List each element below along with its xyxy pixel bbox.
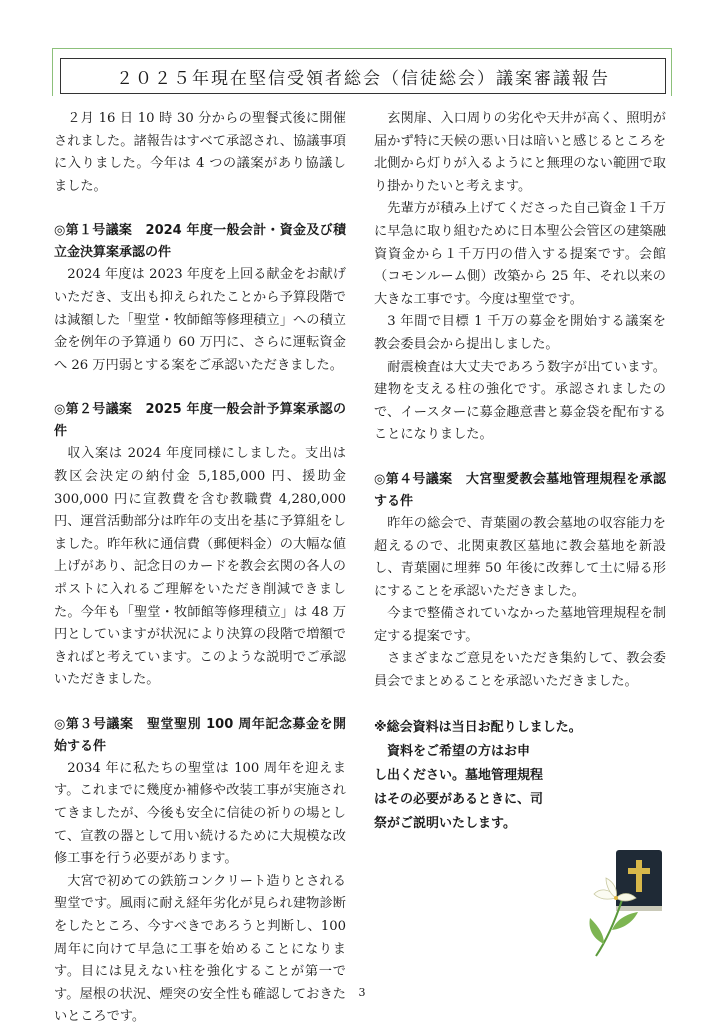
item2-heading: ◎第２号議案 2025 年度一般会計予算案承認の件 xyxy=(54,402,346,440)
item3-heading: ◎第３号議案 聖堂聖別 100 周年記念募金を開始する件 xyxy=(54,716,346,754)
intro-paragraph: ２月 16 日 10 時 30 分からの聖餐式後に開催されました。諸報告はすべて承認され、協議事項に入りました。今年は 4 つの議案があり協議しました。 xyxy=(54,111,346,194)
bible-lily-illustration xyxy=(586,848,666,958)
frame-top-line xyxy=(52,48,672,49)
item4-body2: 今まで整備されていなかった墓地管理規程を制定する提案です。 xyxy=(374,606,666,644)
item4-heading: ◎第４号議案 大宮聖愛教会墓地管理規程を承認する件 xyxy=(374,471,666,509)
right-column xyxy=(374,108,666,836)
item4-body1: 昨年の総会で、青葉園の教会墓地の収容能力を超えるので、北関東教区墓地に教会墓地を新設し、青葉園に埋葬 50 年後に改葬して土に帰る形にすることを承認いただきました。 xyxy=(374,515,666,599)
item3-body5: 3 年間で目標 1 千万の募金を開始する議案を教会委員会から提出しました。 xyxy=(374,314,666,352)
item1-heading: ◎第１号議案 2024 年度一般会計・資金及び積立金決算案承認の件 xyxy=(54,223,346,261)
frame-left-line xyxy=(52,48,53,96)
item3-body6: 耐震検査は大丈夫であろう数字が出ています。建物を支える柱の強化です。承認されましたので、イースターに募金趣意書と募金袋を配布することになりました。 xyxy=(374,359,666,443)
item3-body2: 大宮で初めての鉄筋コンクリート造りとされる聖堂です。風雨に耐え経年劣化が見られ建物診断をしたところ、今すべきであろうと判断し、100 周年に向けて早急に工事を始めることになります。目には見えない柱を強化することが第一です。屋根の状況、煙突の安全性も確認しておきたいところです。 xyxy=(54,873,346,1025)
item3-body1: 2034 年に私たちの聖堂は 100 周年を迎えます。これまでに幾度か補修や改装工事が実施されてきましたが、今後も安全に信徒の祈りの場として、宣教の器として用い続けるために大規模な改修工事を行う必要があります。 xyxy=(54,760,346,867)
page-title: ２０２５年現在堅信受領者総会（信徒総会）議案審議報告 xyxy=(60,58,666,94)
item2-body: 収入案は 2024 年度同様にしました。支出は教区会決定の納付金 5,185,000 円、援助金 300,000 円に宣教費を含む教職費 4,280,000 円、運営活動部分は昨年の支出を基に予算組をしました。昨年秋に通信費（郵便料金）の大幅な値上げがあり、記念日のカードを教会玄関の各人のポストに入れるご理解をいただき削減できました。今年も「聖堂・牧師館等修理積立」は 48 万円としていますが状況により決算の段階で増額できればと考えています。このような説明でご承認いただきました。 xyxy=(54,446,346,688)
notice-line3: し出ください。墓地管理規程 xyxy=(374,767,544,783)
page-number: 3 xyxy=(358,986,366,999)
item1-body: 2024 年度は 2023 年度を上回る献金をお献げいただき、支出も抑えられたことから予算段階では減額した「聖堂・牧師館等修理積立」への積立金を例年の予算通り 60 万円に、さらに運転資金へ 26 万円弱とする案をご承認いただきました。 xyxy=(54,267,346,373)
materials-notice xyxy=(374,716,666,836)
item4-body3: さまざまなご意見をいただき集約して、教会委員会でまとめることを承認いただきました。 xyxy=(374,651,666,690)
notice-line1: ※総会資料は当日お配りしました。 xyxy=(374,719,582,735)
notice-line5: 祭がご説明いたします。 xyxy=(374,815,516,831)
cross-icon xyxy=(636,860,642,892)
item3-body3: 玄関扉、入口周りの劣化や天井が高く、照明が届かず特に天候の悪い日は暗いと感じるところを北側から灯りが入るようにと無理のない範囲で取り掛かりたいと考えます。 xyxy=(374,111,666,194)
left-column xyxy=(54,108,346,1029)
frame-right-line xyxy=(671,48,672,96)
item3-body4: 先輩方が積み上げてくださった自己資金１千万に早急に取り組むために日本聖公会管区の建築融資資金から１千万円の借入する提案です。会館（コモンルーム側）改築から 25 年、それ以来の大きな工事です。今度は聖堂です。 xyxy=(374,201,666,307)
notice-line4: はその必要があるときに、司 xyxy=(374,791,544,807)
notice-line2: 資料をご希望の方はお申 xyxy=(374,743,531,759)
